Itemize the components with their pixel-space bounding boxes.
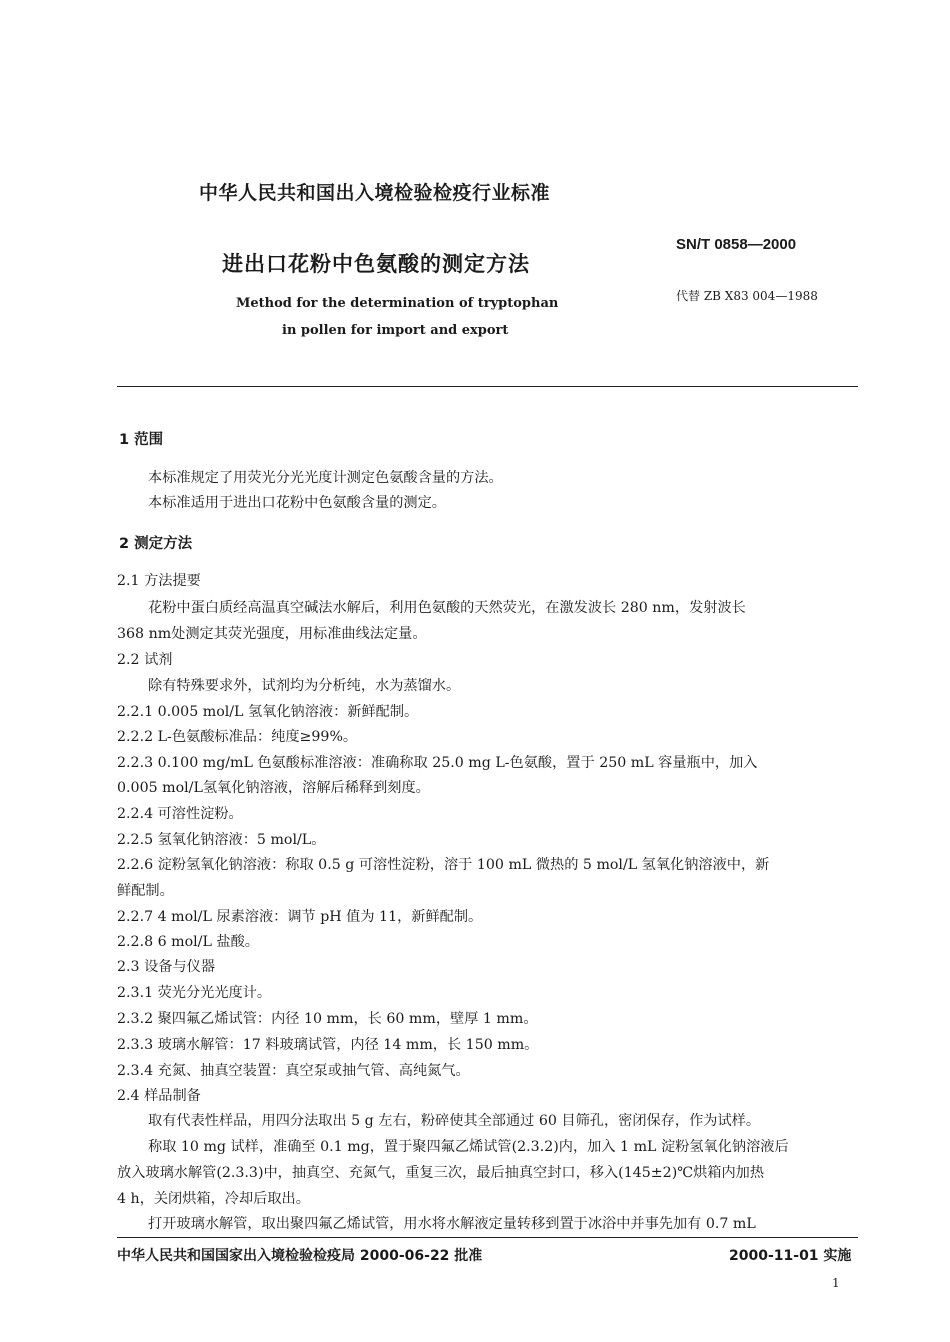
standard-code: SN/T 0858—2000	[676, 236, 797, 253]
subsection-heading: 2.2 试剂	[117, 652, 173, 668]
header-divider	[117, 386, 858, 387]
paragraph-line: 除有特殊要求外，试剂均为分析纯，水为蒸馏水。	[148, 678, 461, 694]
implementation-date: 2000-11-01 实施	[729, 1248, 852, 1264]
section-heading: 1 范围	[119, 432, 164, 448]
footer-divider	[117, 1237, 858, 1238]
list-item-continuation: 鲜配制。	[117, 883, 174, 899]
list-item: 2.2.6 淀粉氢氧化钠溶液：称取 0.5 g 可溶性淀粉，溶于 100 mL 微热的 5 mol/L 氢氧化钠溶液中，新	[117, 857, 770, 873]
paragraph-line: 368 nm处测定其荧光强度，用标准曲线法定量。	[117, 626, 427, 642]
replaces-standard: 代替 ZB X83 004—1988	[676, 289, 818, 303]
list-item: 2.3.3 玻璃水解管：17 料玻璃试管，内径 14 mm，长 150 mm。	[117, 1037, 539, 1053]
list-item: 2.2.3 0.100 mg/mL 色氨酸标准溶液：准确称取 25.0 mg L-色氨酸，置于 250 mL 容量瓶中，加入	[117, 755, 758, 771]
list-item: 2.2.2 L-色氨酸标准品：纯度≥99%。	[117, 729, 358, 745]
paragraph-line: 取有代表性样品，用四分法取出 5 g 左右，粉碎使其全部通过 60 目筛孔，密闭保存，作为试样。	[148, 1113, 761, 1129]
english-title-line-2: in pollen for import and export	[282, 323, 509, 338]
subsection-heading: 2.3 设备与仪器	[117, 959, 216, 975]
list-item: 2.3.4 充氮、抽真空装置：真空泵或抽气管、高纯氮气。	[117, 1063, 470, 1079]
english-title-line-1: Method for the determination of tryptophan	[236, 296, 559, 311]
paragraph-line: 打开玻璃水解管，取出聚四氟乙烯试管，用水将水解液定量转移到置于冰浴中并事先加有 0.7 mL	[148, 1216, 756, 1232]
list-item: 2.2.5 氢氧化钠溶液：5 mol/L。	[117, 832, 326, 848]
list-item: 2.3.1 荧光分光光度计。	[117, 985, 272, 1001]
list-item-continuation: 0.005 mol/L氢氧化钠溶液，溶解后稀释到刻度。	[117, 780, 430, 796]
subsection-heading: 2.1 方法提要	[117, 573, 201, 589]
paragraph-line: 本标准规定了用荧光分光光度计测定色氨酸含量的方法。	[148, 470, 503, 486]
document-title: 进出口花粉中色氨酸的测定方法	[222, 252, 530, 276]
list-item: 2.2.4 可溶性淀粉。	[117, 806, 243, 822]
list-item: 2.2.1 0.005 mol/L 氢氧化钠溶液：新鲜配制。	[117, 704, 419, 720]
section-heading: 2 测定方法	[119, 536, 193, 552]
list-item: 2.2.8 6 mol/L 盐酸。	[117, 934, 259, 950]
paragraph-line: 放入玻璃水解管(2.3.3)中，抽真空、充氮气，重复三次，最后抽真空封口，移入(145±2)℃烘箱内加热	[117, 1165, 765, 1181]
list-item: 2.2.7 4 mol/L 尿素溶液：调节 pH 值为 11，新鲜配制。	[117, 909, 483, 925]
paragraph-line: 4 h，关闭烘箱，冷却后取出。	[117, 1191, 310, 1207]
list-item: 2.3.2 聚四氟乙烯试管：内径 10 mm，长 60 mm，壁厚 1 mm。	[117, 1011, 538, 1027]
paragraph-line: 本标准适用于进出口花粉中色氨酸含量的测定。	[148, 495, 446, 511]
paragraph-line: 花粉中蛋白质经高温真空碱法水解后，利用色氨酸的天然荧光，在激发波长 280 nm，发射波长	[148, 600, 746, 616]
paragraph-line: 称取 10 mg 试样，准确至 0.1 mg，置于聚四氟乙烯试管(2.3.2)内，加入 1 mL 淀粉氢氧化钠溶液后	[148, 1139, 789, 1155]
subsection-heading: 2.4 样品制备	[117, 1088, 201, 1104]
approval-line: 中华人民共和国国家出入境检验检疫局 2000-06-22 批准	[117, 1248, 483, 1264]
page-number: 1	[832, 1276, 840, 1290]
issuing-body-heading: 中华人民共和国出入境检验检疫行业标准	[199, 182, 551, 204]
